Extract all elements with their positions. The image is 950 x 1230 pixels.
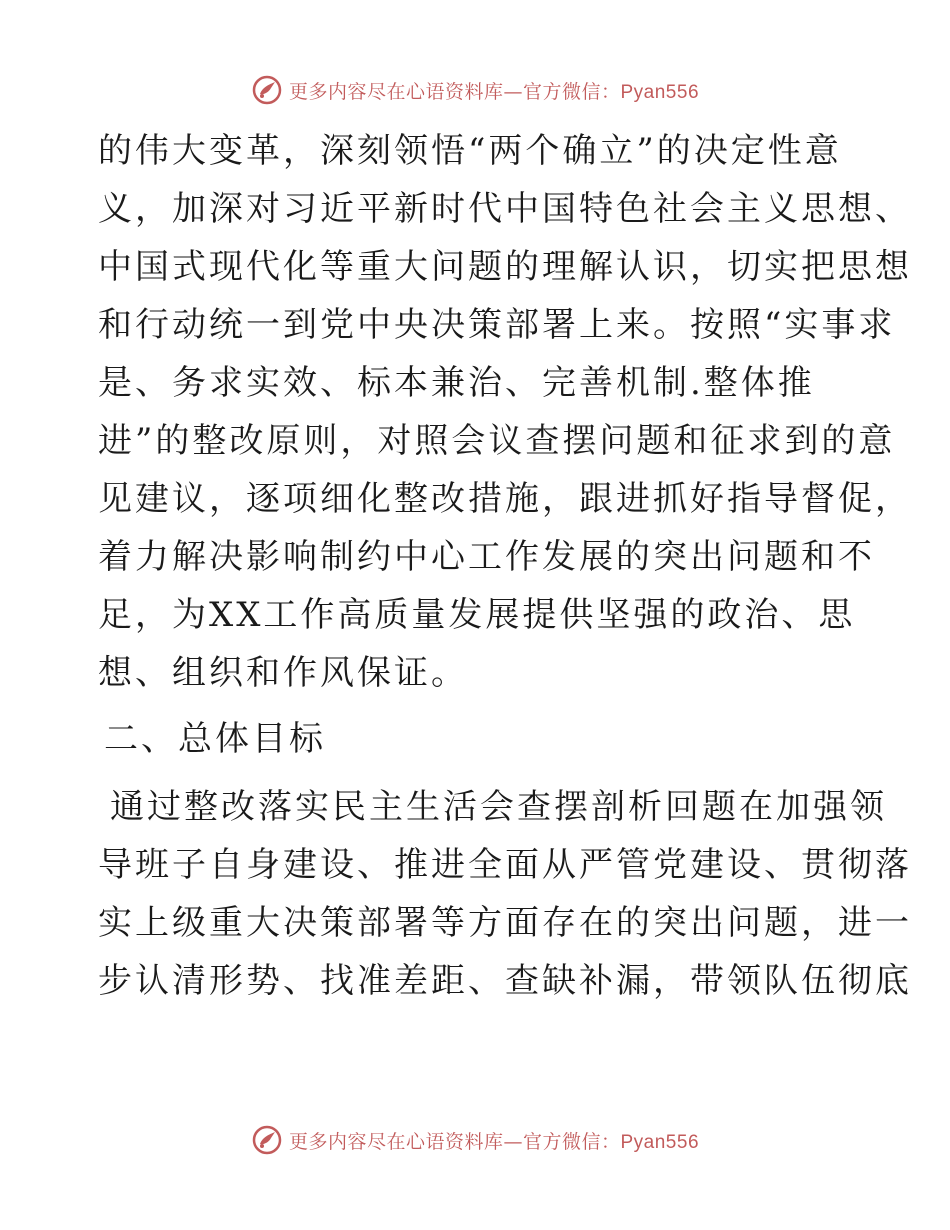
text-line: 足，为XX工作高质量发展提供坚强的政治、思 bbox=[98, 595, 856, 635]
watermark-id: Pyan556 bbox=[620, 1131, 700, 1153]
watermark-id: Pyan556 bbox=[620, 81, 700, 103]
watermark-label: 官方微信： bbox=[522, 80, 621, 103]
watermark-dash: — bbox=[503, 1130, 523, 1153]
paragraph-1 bbox=[98, 122, 912, 702]
watermark-dash: — bbox=[503, 80, 523, 103]
watermark-title: 更多内容尽在心语资料库 bbox=[288, 1130, 504, 1153]
logo-icon bbox=[251, 74, 283, 106]
text-line: 是、务求实效、标本兼治、完善机制.整体推 bbox=[98, 363, 815, 403]
text-line: 见建议，逐项细化整改措施，跟进抓好指导督促， bbox=[98, 479, 912, 519]
watermark-label: 官方微信： bbox=[522, 1130, 621, 1153]
text-line: 实上级重大决策部署等方面存在的突出问题，进一 bbox=[98, 903, 912, 943]
text-line: 着力解决影响制约中心工作发展的突出问题和不 bbox=[98, 537, 875, 577]
watermark-title: 更多内容尽在心语资料库 bbox=[288, 80, 504, 103]
document-body bbox=[98, 122, 912, 1010]
text-line: 和行动统一到党中央决策部署上来。按照“实事求 bbox=[98, 305, 896, 345]
text-line: 通过整改落实民主生活会查摆剖析回题在加强领 bbox=[110, 787, 887, 827]
watermark-text bbox=[289, 1127, 699, 1154]
header-watermark bbox=[0, 70, 950, 110]
text-line: 义，加深对习近平新时代中国特色社会主义思想、 bbox=[98, 189, 912, 229]
paragraph-2 bbox=[98, 778, 912, 1010]
text-line: 的伟大变革，深刻领悟“两个确立”的决定性意 bbox=[98, 131, 842, 171]
text-line: 进”的整改原则，对照会议查摆问题和征求到的意 bbox=[98, 421, 896, 461]
footer-watermark bbox=[0, 1120, 950, 1160]
section-heading: 二、总体目标 bbox=[104, 719, 326, 759]
text-line: 步认清形势、找准差距、查缺补漏，带领队伍彻底 bbox=[98, 961, 912, 1001]
text-line: 导班子自身建设、推进全面从严管党建设、贯彻落 bbox=[98, 845, 912, 885]
text-line: 想、组织和作风保证。 bbox=[98, 653, 468, 693]
text-line: 中国式现代化等重大问题的理解认识，切实把思想 bbox=[98, 247, 912, 287]
logo-icon bbox=[251, 1124, 283, 1156]
watermark-text bbox=[289, 77, 699, 104]
